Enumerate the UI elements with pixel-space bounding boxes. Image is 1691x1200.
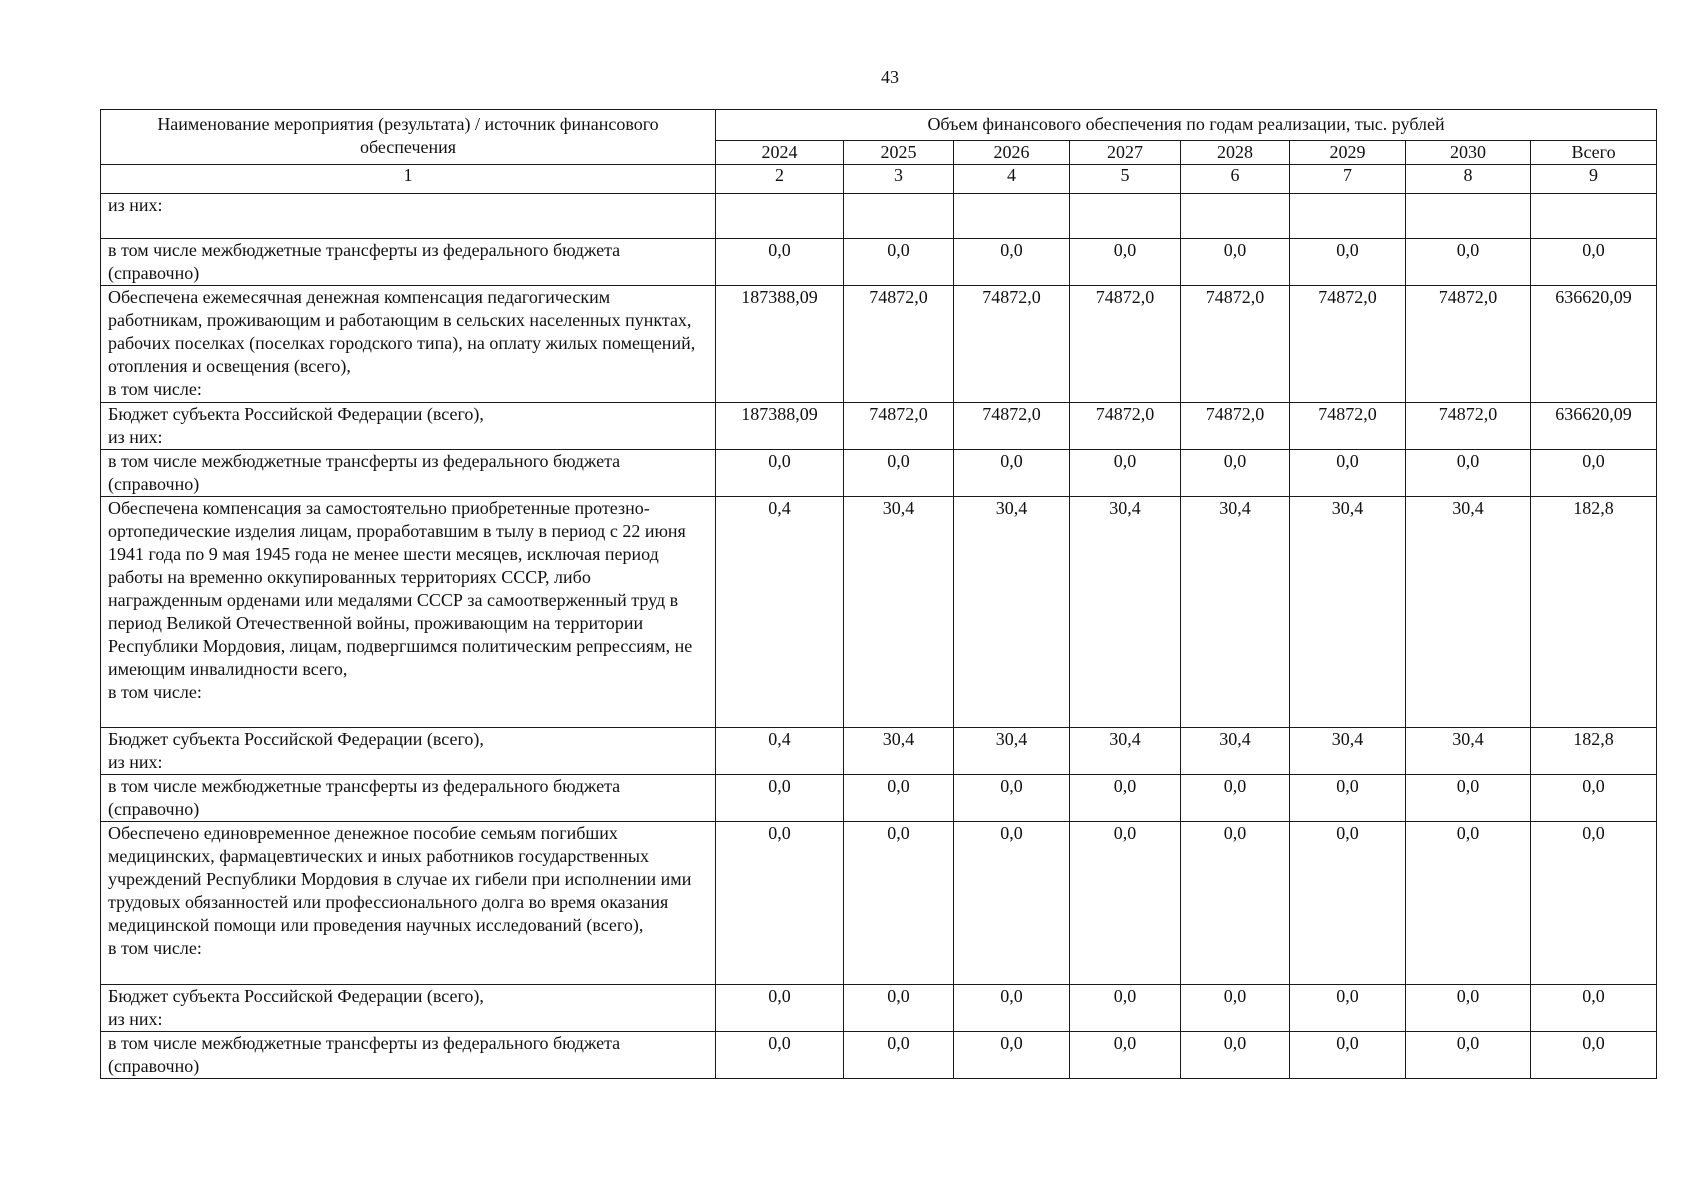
row-value-cell [716,194,844,239]
row-value-cell: 74872,0 [1070,403,1181,450]
row-value-cell: 0,4 [716,728,844,775]
row-value-cell [1070,194,1181,239]
row-value-cell: 30,4 [1181,728,1290,775]
year-header: 2028 [1181,141,1290,165]
row-total-cell: 0,0 [1531,822,1657,985]
row-name-cell: Бюджет субъекта Российской Федерации (всего), из них: [101,985,716,1032]
column-number: 5 [1070,165,1181,194]
row-value-cell: 0,0 [1181,985,1290,1032]
row-total-cell: 636620,09 [1531,403,1657,450]
year-header: 2027 [1070,141,1181,165]
column-number: 1 [101,165,716,194]
row-total-cell: 0,0 [1531,450,1657,497]
table-body [101,194,1657,1079]
row-value-cell: 0,0 [1406,985,1531,1032]
year-header: 2025 [844,141,954,165]
total-header: Всего [1531,141,1657,165]
table-row [101,1032,1657,1079]
row-value-cell: 0,0 [1406,450,1531,497]
row-value-cell: 0,0 [1181,1032,1290,1079]
column-number: 4 [954,165,1070,194]
column-number: 8 [1406,165,1531,194]
column-number: 9 [1531,165,1657,194]
row-value-cell: 30,4 [1290,728,1406,775]
row-name-cell: в том числе межбюджетные трансферты из федерального бюджета (справочно) [101,450,716,497]
row-value-cell: 0,0 [1070,985,1181,1032]
row-value-cell: 0,0 [1181,822,1290,985]
row-value-cell: 30,4 [1290,497,1406,728]
row-value-cell [844,194,954,239]
row-value-cell: 30,4 [954,728,1070,775]
row-value-cell: 30,4 [844,728,954,775]
row-value-cell [1406,194,1531,239]
column-number: 7 [1290,165,1406,194]
year-header: 2030 [1406,141,1531,165]
row-value-cell: 0,4 [716,497,844,728]
table-row [101,497,1657,728]
row-value-cell: 74872,0 [1181,403,1290,450]
row-value-cell: 0,0 [716,450,844,497]
row-value-cell: 0,0 [844,985,954,1032]
row-value-cell: 0,0 [1290,822,1406,985]
row-value-cell: 0,0 [954,985,1070,1032]
row-value-cell: 30,4 [1406,497,1531,728]
row-total-cell: 0,0 [1531,985,1657,1032]
table-row [101,450,1657,497]
volume-column-header: Объем финансового обеспечения по годам реализации, тыс. рублей [716,110,1657,141]
row-value-cell: 0,0 [954,775,1070,822]
row-value-cell: 74872,0 [1070,286,1181,403]
row-name-cell: Бюджет субъекта Российской Федерации (всего), из них: [101,728,716,775]
row-value-cell: 0,0 [844,450,954,497]
row-total-cell: 182,8 [1531,497,1657,728]
row-value-cell: 74872,0 [844,403,954,450]
row-value-cell: 0,0 [1070,1032,1181,1079]
row-value-cell: 0,0 [954,239,1070,286]
row-value-cell: 0,0 [954,822,1070,985]
row-value-cell: 30,4 [1181,497,1290,728]
row-value-cell: 0,0 [1406,1032,1531,1079]
row-name-cell: Бюджет субъекта Российской Федерации (всего), из них: [101,403,716,450]
year-header: 2026 [954,141,1070,165]
row-value-cell: 0,0 [844,1032,954,1079]
row-value-cell: 74872,0 [1406,286,1531,403]
table-row [101,985,1657,1032]
row-value-cell: 0,0 [716,822,844,985]
table-row [101,403,1657,450]
row-value-cell: 0,0 [716,985,844,1032]
row-name-cell: Обеспечена компенсация за самостоятельно приобретенные протезно-ортопедические изделия лицам, проработавшим в тылу в период с 22 июня 1941 года по 9 мая 1945 года не менее шести месяцев, исключая период работы на временно оккупированных территориях СССР, либо награжденным орденами или медалями СССР за самоотверженный труд в период Великой Отечественной войны, проживающим на территории Республики Мордовия, лицам, подвергшимся политическим репрессиям, не имеющим инвалидности всего, в том числе: [101,497,716,728]
column-number: 6 [1181,165,1290,194]
row-value-cell: 0,0 [1290,985,1406,1032]
row-value-cell [1290,194,1406,239]
row-value-cell: 74872,0 [954,286,1070,403]
row-value-cell: 187388,09 [716,286,844,403]
table-row [101,775,1657,822]
column-number: 2 [716,165,844,194]
row-value-cell: 0,0 [1181,239,1290,286]
row-total-cell: 0,0 [1531,775,1657,822]
row-name-cell: в том числе межбюджетные трансферты из федерального бюджета (справочно) [101,1032,716,1079]
row-total-cell: 636620,09 [1531,286,1657,403]
row-total-cell [1531,194,1657,239]
name-column-header: Наименование мероприятия (результата) / источник финансового обеспечения [101,110,716,165]
year-header: 2029 [1290,141,1406,165]
row-name-cell: в том числе межбюджетные трансферты из федерального бюджета (справочно) [101,239,716,286]
row-value-cell: 74872,0 [844,286,954,403]
row-value-cell: 0,0 [1290,775,1406,822]
row-value-cell: 0,0 [1070,450,1181,497]
table-row [101,286,1657,403]
row-value-cell: 0,0 [1406,822,1531,985]
row-value-cell: 0,0 [844,239,954,286]
row-value-cell: 0,0 [844,822,954,985]
row-name-cell: Обеспечена ежемесячная денежная компенсация педагогическим работникам, проживающим и работающим в сельских населенных пунктах, рабочих поселках (поселках городского типа), на оплату жилых помещений, отопления и освещения (всего), в том числе: [101,286,716,403]
row-value-cell: 0,0 [716,1032,844,1079]
row-value-cell: 74872,0 [1181,286,1290,403]
table-row [101,728,1657,775]
row-value-cell: 0,0 [954,1032,1070,1079]
column-number: 3 [844,165,954,194]
row-value-cell: 0,0 [1406,239,1531,286]
row-value-cell: 0,0 [1290,1032,1406,1079]
row-value-cell: 74872,0 [1406,403,1531,450]
row-name-cell: из них: [101,194,716,239]
row-value-cell [1181,194,1290,239]
table-row [101,194,1657,239]
row-value-cell: 74872,0 [1290,403,1406,450]
row-name-cell: Обеспечено единовременное денежное пособие семьям погибших медицинских, фармацевтических и иных работников государственных учреждений Республики Мордовия в случае их гибели при исполнении ими трудовых обязанностей или профессионального долга во время оказания медицинской помощи или проведения научных исследований (всего), в том числе: [101,822,716,985]
row-value-cell: 30,4 [1406,728,1531,775]
row-value-cell: 0,0 [1070,775,1181,822]
row-value-cell: 0,0 [716,775,844,822]
row-value-cell: 0,0 [1406,775,1531,822]
year-header: 2024 [716,141,844,165]
row-value-cell: 0,0 [1181,450,1290,497]
row-value-cell: 74872,0 [1290,286,1406,403]
table-row [101,239,1657,286]
row-value-cell: 187388,09 [716,403,844,450]
row-value-cell: 74872,0 [954,403,1070,450]
row-total-cell: 0,0 [1531,1032,1657,1079]
row-value-cell [954,194,1070,239]
row-value-cell: 30,4 [954,497,1070,728]
row-value-cell: 0,0 [1181,775,1290,822]
row-value-cell: 30,4 [844,497,954,728]
row-value-cell: 0,0 [1290,239,1406,286]
row-total-cell: 182,8 [1531,728,1657,775]
page-number: 43 [881,67,899,87]
financing-table [100,109,1657,1079]
row-name-cell: в том числе межбюджетные трансферты из федерального бюджета (справочно) [101,775,716,822]
row-value-cell: 0,0 [716,239,844,286]
row-value-cell: 0,0 [1070,239,1181,286]
row-value-cell: 0,0 [844,775,954,822]
row-value-cell: 0,0 [954,450,1070,497]
row-total-cell: 0,0 [1531,239,1657,286]
row-value-cell: 30,4 [1070,497,1181,728]
table-row [101,822,1657,985]
row-value-cell: 0,0 [1290,450,1406,497]
row-value-cell: 30,4 [1070,728,1181,775]
row-value-cell: 0,0 [1070,822,1181,985]
